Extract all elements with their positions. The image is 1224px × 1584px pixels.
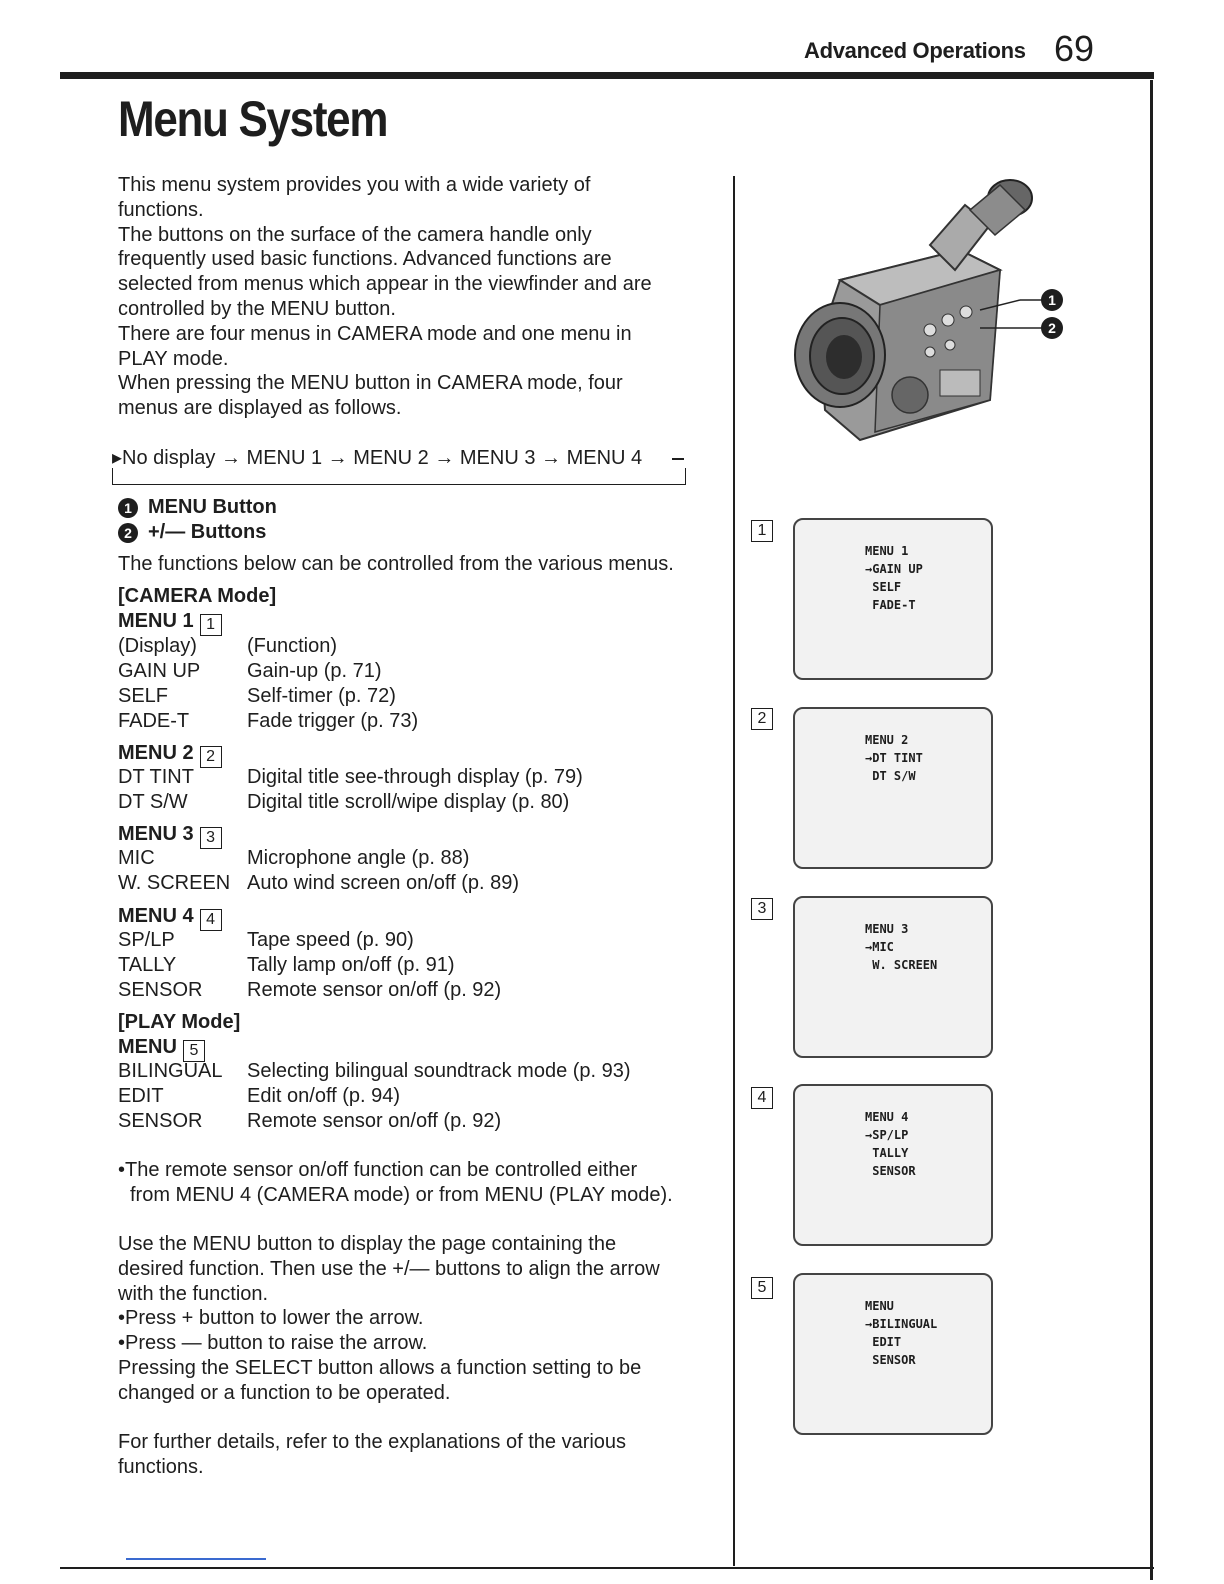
display-cell: FADE-T	[118, 710, 190, 732]
table-row	[118, 660, 382, 683]
screen-5-number: 5	[751, 1277, 773, 1299]
menu-number-box: 4	[200, 909, 222, 931]
viewfinder-screen-2	[793, 707, 993, 869]
remote-sensor-note	[118, 1158, 718, 1208]
loop-arrow-icon: ▸	[112, 447, 123, 469]
screen-2-number: 2	[751, 708, 773, 730]
intro-line: The buttons on the surface of the camera handle only	[118, 223, 592, 246]
cycle-return-line	[672, 458, 684, 460]
intro-line: selected from menus which appear in the viewfinder and are	[118, 273, 652, 296]
function-cell: Microphone angle (p. 88)	[247, 847, 470, 869]
display-cell: SELF	[118, 685, 169, 707]
menu-number-box: 3	[200, 827, 222, 849]
usage-line: •Press — button to raise the arrow.	[118, 1332, 428, 1355]
display-cell: SENSOR	[118, 1110, 203, 1132]
display-cell: SENSOR	[118, 979, 203, 1001]
menu-cycle-text: No display → MENU 1 → MENU 2 → MENU 3 → MENU 4	[122, 447, 643, 469]
table-row	[118, 954, 455, 977]
usage-paragraph	[118, 1232, 718, 1406]
usage-line: Pressing the SELECT button allows a function setting to be	[118, 1356, 642, 1379]
screen-menu-text: MENU 1 →GAIN UP SELF FADE-T	[865, 544, 923, 612]
column-divider	[733, 176, 735, 1566]
menu-number-box: 1	[200, 614, 222, 636]
table-row	[118, 847, 470, 870]
intro-line: functions.	[118, 198, 204, 221]
page-number: 69	[1054, 28, 1095, 69]
table-row	[118, 1110, 502, 1133]
function-cell: Remote sensor on/off (p. 92)	[247, 1110, 502, 1132]
right-edge-rule	[1150, 80, 1153, 1580]
intro-line: controlled by the MENU button.	[118, 297, 396, 320]
usage-line: •Press + button to lower the arrow.	[118, 1307, 424, 1330]
display-column-header: (Display)	[118, 635, 197, 657]
display-cell: BILINGUAL	[118, 1060, 223, 1082]
callout-label: MENU Button	[148, 496, 277, 518]
function-cell: Tape speed (p. 90)	[247, 929, 414, 951]
further-details	[118, 1430, 718, 1480]
note-line: from MENU 4 (CAMERA mode) or from MENU (PLAY mode).	[130, 1183, 673, 1206]
display-cell: MIC	[118, 847, 155, 869]
table-row	[118, 791, 570, 814]
table-row	[118, 979, 502, 1002]
intro-line: PLAY mode.	[118, 347, 229, 370]
function-cell: Gain-up (p. 71)	[247, 660, 382, 682]
usage-line: changed or a function to be operated.	[118, 1381, 451, 1404]
viewfinder-screen-1	[793, 518, 993, 680]
screen-4-number: 4	[751, 1087, 773, 1109]
footer-rule	[60, 1567, 1154, 1569]
menu-2-heading	[118, 741, 222, 768]
callout-1-label: 1	[1048, 292, 1056, 308]
menu-3-heading	[118, 822, 222, 849]
menu-1-heading	[118, 609, 222, 636]
display-cell: EDIT	[118, 1085, 164, 1107]
table-row	[118, 685, 396, 708]
camcorder-illustration	[780, 170, 1080, 470]
function-cell: Self-timer (p. 72)	[247, 685, 396, 707]
function-cell: Digital title scroll/wipe display (p. 80)	[247, 791, 570, 813]
viewfinder-screen-5	[793, 1273, 993, 1435]
callout-menu-button	[118, 495, 277, 520]
usage-line: Use the MENU button to display the page containing the	[118, 1233, 617, 1255]
table-row	[118, 766, 583, 789]
callout-label: +/— Buttons	[148, 521, 267, 543]
display-cell: W. SCREEN	[118, 872, 231, 894]
menu-cycle-diagram	[112, 445, 642, 470]
function-cell: Digital title see-through display (p. 79)	[247, 766, 583, 788]
intro-paragraph	[118, 173, 718, 421]
table-row	[118, 1060, 631, 1083]
menu-name: MENU 4	[118, 905, 194, 927]
callout-plus-minus-buttons	[118, 520, 266, 545]
menu-name: MENU	[118, 1036, 177, 1058]
note-line: •The remote sensor on/off function can be controlled either	[118, 1159, 638, 1181]
callout-number-icon: 1	[118, 498, 138, 518]
callout-2-label: 2	[1048, 320, 1056, 336]
display-cell: DT S/W	[118, 791, 188, 813]
menu-name: MENU 1	[118, 610, 194, 632]
table-row	[118, 872, 520, 895]
display-cell: TALLY	[118, 954, 177, 976]
bottom-link-line	[126, 1558, 266, 1560]
viewfinder-screen-4	[793, 1084, 993, 1246]
menu-name: MENU 2	[118, 742, 194, 764]
menu-number-box: 2	[200, 746, 222, 768]
menu-name: MENU 3	[118, 823, 194, 845]
intro-line: When pressing the MENU button in CAMERA mode, four	[118, 372, 623, 395]
table-row	[118, 710, 419, 733]
camcorder-icon	[795, 180, 1032, 440]
screen-menu-text: MENU 4 →SP/LP TALLY SENSOR	[865, 1110, 916, 1178]
screen-1-number: 1	[751, 520, 773, 542]
screen-menu-text: MENU →BILINGUAL EDIT SENSOR	[865, 1299, 938, 1367]
play-mode-heading: [PLAY Mode]	[118, 1011, 241, 1033]
function-cell: Selecting bilingual soundtrack mode (p. 93)	[247, 1060, 631, 1082]
usage-line: with the function.	[118, 1282, 269, 1305]
further-line: functions.	[118, 1455, 204, 1478]
table-row	[118, 1085, 401, 1108]
display-cell: GAIN UP	[118, 660, 201, 682]
menu-number-box: 5	[183, 1040, 205, 1062]
further-line: For further details, refer to the explanations of the various	[118, 1431, 627, 1453]
display-cell: SP/LP	[118, 929, 175, 951]
callout-number-icon: 2	[118, 523, 138, 543]
screen-menu-text: MENU 2 →DT TINT DT S/W	[865, 733, 923, 783]
intro-line: frequently used basic functions. Advanced functions are	[118, 248, 612, 271]
camera-mode-heading: [CAMERA Mode]	[118, 585, 277, 607]
screen-3-number: 3	[751, 898, 773, 920]
menu-5-heading	[118, 1035, 205, 1062]
page-title: Menu System	[118, 91, 388, 147]
functions-intro: The functions below can be controlled from the various menus.	[118, 553, 674, 575]
function-cell: Auto wind screen on/off (p. 89)	[247, 872, 520, 894]
display-cell: DT TINT	[118, 766, 194, 788]
section-title: Advanced Operations	[804, 38, 1026, 63]
column-headers	[118, 635, 338, 658]
function-cell: Edit on/off (p. 94)	[247, 1085, 401, 1107]
intro-line: This menu system provides you with a wide variety of	[118, 174, 591, 196]
header-rule	[60, 72, 1154, 79]
function-cell: Fade trigger (p. 73)	[247, 710, 419, 732]
screen-menu-text: MENU 3 →MIC W. SCREEN	[865, 922, 938, 972]
menu-4-heading	[118, 904, 222, 931]
intro-line: menus are displayed as follows.	[118, 397, 402, 420]
table-row	[118, 929, 414, 952]
viewfinder-screen-3	[793, 896, 993, 1058]
intro-line: There are four menus in CAMERA mode and one menu in	[118, 322, 632, 345]
cycle-loop-bracket	[112, 468, 686, 485]
function-cell: Remote sensor on/off (p. 92)	[247, 979, 502, 1001]
function-column-header: (Function)	[247, 635, 338, 657]
function-cell: Tally lamp on/off (p. 91)	[247, 954, 455, 976]
usage-line: desired function. Then use the +/— buttons to align the arrow	[118, 1257, 660, 1280]
